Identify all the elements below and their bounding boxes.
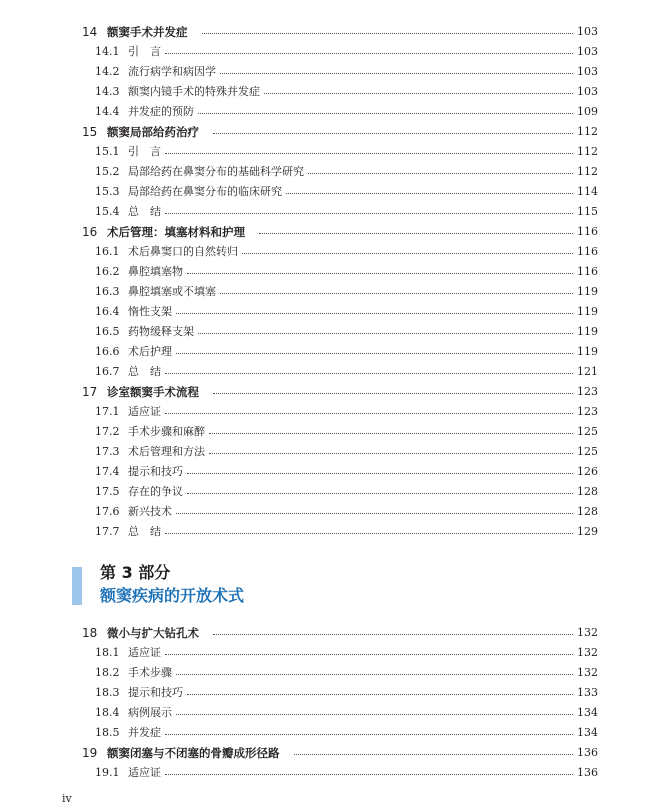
toc-section-entry [0, 342, 666, 362]
entry-number: 14 [82, 25, 98, 39]
entry-page-number: 116 [577, 265, 598, 278]
entry-title: 流行病学和病因学 [128, 65, 216, 78]
dot-leader [165, 723, 573, 743]
entry-page-number: 112 [577, 165, 598, 178]
entry-page-number: 103 [577, 85, 598, 98]
dot-leader [286, 182, 573, 202]
toc-section-entry [0, 522, 666, 542]
entry-title: 总 结 [128, 205, 161, 218]
entry-number: 19.1 [95, 766, 120, 779]
entry-number: 16.5 [95, 325, 120, 338]
dot-leader [209, 442, 573, 462]
entry-page-number: 119 [577, 305, 598, 318]
entry-title: 术后鼻窦口的自然转归 [128, 245, 238, 258]
dot-leader [176, 703, 573, 723]
toc-section-entry [0, 502, 666, 522]
entry-title: 并发症的预防 [128, 105, 194, 118]
toc-chapter-entry [0, 623, 666, 643]
entry-page-number: 116 [577, 245, 598, 258]
dot-leader [187, 482, 573, 502]
entry-page-number: 103 [577, 25, 598, 38]
entry-title: 并发症 [128, 726, 161, 739]
toc-section-entry [0, 763, 666, 783]
toc-chapter-entry [0, 382, 666, 402]
dot-leader [242, 242, 573, 262]
entry-number: 14.3 [95, 85, 120, 98]
entry-page-number: 136 [577, 746, 598, 759]
dot-leader [187, 262, 573, 282]
dot-leader [187, 462, 573, 482]
toc-section-entry [0, 302, 666, 322]
entry-title: 额窦内镜手术的特殊并发症 [128, 85, 260, 98]
entry-number: 15 [82, 125, 98, 139]
entry-title: 引 言 [128, 145, 161, 158]
entry-title: 新兴技术 [128, 505, 172, 518]
toc-chapter-entry [0, 122, 666, 142]
entry-number: 16 [82, 225, 98, 239]
dot-leader [308, 162, 573, 182]
dot-leader [220, 62, 573, 82]
entry-number: 17.4 [95, 465, 120, 478]
dot-leader [176, 663, 573, 683]
dot-leader [294, 743, 574, 763]
entry-number: 17.5 [95, 485, 120, 498]
entry-page-number: 103 [577, 65, 598, 78]
entry-page-number: 125 [577, 445, 598, 458]
entry-page-number: 133 [577, 686, 598, 699]
entry-title: 鼻腔填塞或不填塞 [128, 285, 216, 298]
entry-page-number: 129 [577, 525, 598, 538]
dot-leader [202, 22, 574, 42]
dot-leader [165, 142, 573, 162]
entry-number: 18.1 [95, 646, 120, 659]
dot-leader [213, 623, 573, 643]
entry-page-number: 119 [577, 345, 598, 358]
entry-number: 19 [82, 746, 98, 760]
entry-number: 17.6 [95, 505, 120, 518]
dot-leader [165, 42, 573, 62]
dot-leader [213, 382, 573, 402]
entry-number: 17.7 [95, 525, 120, 538]
entry-page-number: 132 [577, 646, 598, 659]
toc-section-entry [0, 182, 666, 202]
toc-chapter-entry [0, 222, 666, 242]
entry-title: 额窦手术并发症 [107, 25, 188, 39]
entry-page-number: 103 [577, 45, 598, 58]
toc-section-entry [0, 663, 666, 683]
toc-section-entry [0, 262, 666, 282]
dot-leader [220, 282, 573, 302]
dot-leader [264, 82, 573, 102]
entry-title: 适应证 [128, 405, 161, 418]
dot-leader [165, 362, 573, 382]
entry-number: 18.3 [95, 686, 120, 699]
entry-title: 额窦闭塞与不闭塞的骨瓣成形径路 [107, 746, 280, 760]
entry-title: 提示和技巧 [128, 465, 183, 478]
entry-page-number: 128 [577, 485, 598, 498]
entry-page-number: 134 [577, 706, 598, 719]
entry-number: 16.6 [95, 345, 120, 358]
entry-page-number: 126 [577, 465, 598, 478]
part-title: 额窦疾病的开放术式 [100, 586, 245, 605]
entry-number: 18.5 [95, 726, 120, 739]
toc-section-entry [0, 683, 666, 703]
toc-section-entry [0, 142, 666, 162]
entry-page-number: 109 [577, 105, 598, 118]
page-folio: iv [62, 792, 72, 805]
entry-number: 16.7 [95, 365, 120, 378]
toc-section-entry [0, 703, 666, 723]
entry-page-number: 114 [577, 185, 598, 198]
entry-title: 总 结 [128, 525, 161, 538]
entry-title: 术后管理和方法 [128, 445, 205, 458]
dot-leader [209, 422, 573, 442]
entry-page-number: 132 [577, 626, 598, 639]
toc-section-entry [0, 102, 666, 122]
dot-leader [187, 683, 573, 703]
dot-leader [176, 502, 573, 522]
toc-chapter-entry [0, 22, 666, 42]
entry-number: 14.4 [95, 105, 120, 118]
entry-number: 18.4 [95, 706, 120, 719]
entry-title: 适应证 [128, 646, 161, 659]
entry-title: 总 结 [128, 365, 161, 378]
entry-page-number: 116 [577, 225, 598, 238]
entry-title: 病例展示 [128, 706, 172, 719]
dot-leader [176, 302, 573, 322]
entry-title: 鼻腔填塞物 [128, 265, 183, 278]
toc-chapter-entry [0, 743, 666, 763]
entry-page-number: 115 [577, 205, 598, 218]
toc-section-entry [0, 42, 666, 62]
entry-number: 16.3 [95, 285, 120, 298]
entry-number: 15.3 [95, 185, 120, 198]
entry-page-number: 128 [577, 505, 598, 518]
dot-leader [165, 522, 573, 542]
dot-leader [259, 222, 573, 242]
toc-section-entry [0, 322, 666, 342]
entry-page-number: 121 [577, 365, 598, 378]
toc-section-entry [0, 362, 666, 382]
entry-page-number: 125 [577, 425, 598, 438]
part-number: 第 3 部分 [100, 563, 171, 582]
entry-number: 17.2 [95, 425, 120, 438]
entry-page-number: 123 [577, 405, 598, 418]
toc-section-entry [0, 462, 666, 482]
entry-title: 适应证 [128, 766, 161, 779]
entry-title: 手术步骤和麻醉 [128, 425, 205, 438]
toc-section-entry [0, 82, 666, 102]
dot-leader [165, 402, 573, 422]
entry-number: 15.4 [95, 205, 120, 218]
entry-page-number: 136 [577, 766, 598, 779]
entry-title: 术后管理：填塞材料和护理 [107, 225, 245, 239]
entry-page-number: 112 [577, 145, 598, 158]
entry-title: 手术步骤 [128, 666, 172, 679]
toc-section-entry [0, 442, 666, 462]
entry-page-number: 119 [577, 325, 598, 338]
toc-section-entry [0, 282, 666, 302]
entry-page-number: 119 [577, 285, 598, 298]
entry-page-number: 112 [577, 125, 598, 138]
entry-number: 14.2 [95, 65, 120, 78]
entry-number: 16.1 [95, 245, 120, 258]
dot-leader [176, 342, 573, 362]
entry-number: 16.2 [95, 265, 120, 278]
entry-title: 诊室额窦手术流程 [107, 385, 199, 399]
entry-number: 18 [82, 626, 98, 640]
entry-title: 局部给药在鼻窦分布的基础科学研究 [128, 165, 304, 178]
toc-section-entry [0, 162, 666, 182]
entry-title: 局部给药在鼻窦分布的临床研究 [128, 185, 282, 198]
entry-number: 18.2 [95, 666, 120, 679]
entry-title: 引 言 [128, 45, 161, 58]
dot-leader [165, 202, 573, 222]
entry-number: 17.1 [95, 405, 120, 418]
entry-number: 15.1 [95, 145, 120, 158]
dot-leader [198, 102, 573, 122]
entry-title: 额窦局部给药治疗 [107, 125, 199, 139]
entry-number: 16.4 [95, 305, 120, 318]
entry-page-number: 132 [577, 666, 598, 679]
toc-section-entry [0, 202, 666, 222]
entry-number: 15.2 [95, 165, 120, 178]
toc-section-entry [0, 723, 666, 743]
toc-section-entry [0, 62, 666, 82]
part-accent-bar [72, 567, 82, 605]
toc-section-entry [0, 242, 666, 262]
entry-number: 17.3 [95, 445, 120, 458]
entry-title: 惰性支架 [128, 305, 172, 318]
toc-section-entry [0, 422, 666, 442]
dot-leader [165, 643, 573, 663]
toc-section-entry [0, 482, 666, 502]
toc-section-entry [0, 402, 666, 422]
dot-leader [213, 122, 573, 142]
dot-leader [198, 322, 573, 342]
entry-title: 存在的争议 [128, 485, 183, 498]
entry-number: 14.1 [95, 45, 120, 58]
entry-page-number: 134 [577, 726, 598, 739]
entry-title: 微小与扩大钻孔术 [107, 626, 199, 640]
entry-page-number: 123 [577, 385, 598, 398]
entry-title: 提示和技巧 [128, 686, 183, 699]
toc-section-entry [0, 643, 666, 663]
entry-number: 17 [82, 385, 98, 399]
entry-title: 药物缓释支架 [128, 325, 194, 338]
entry-title: 术后护理 [128, 345, 172, 358]
dot-leader [165, 763, 573, 783]
